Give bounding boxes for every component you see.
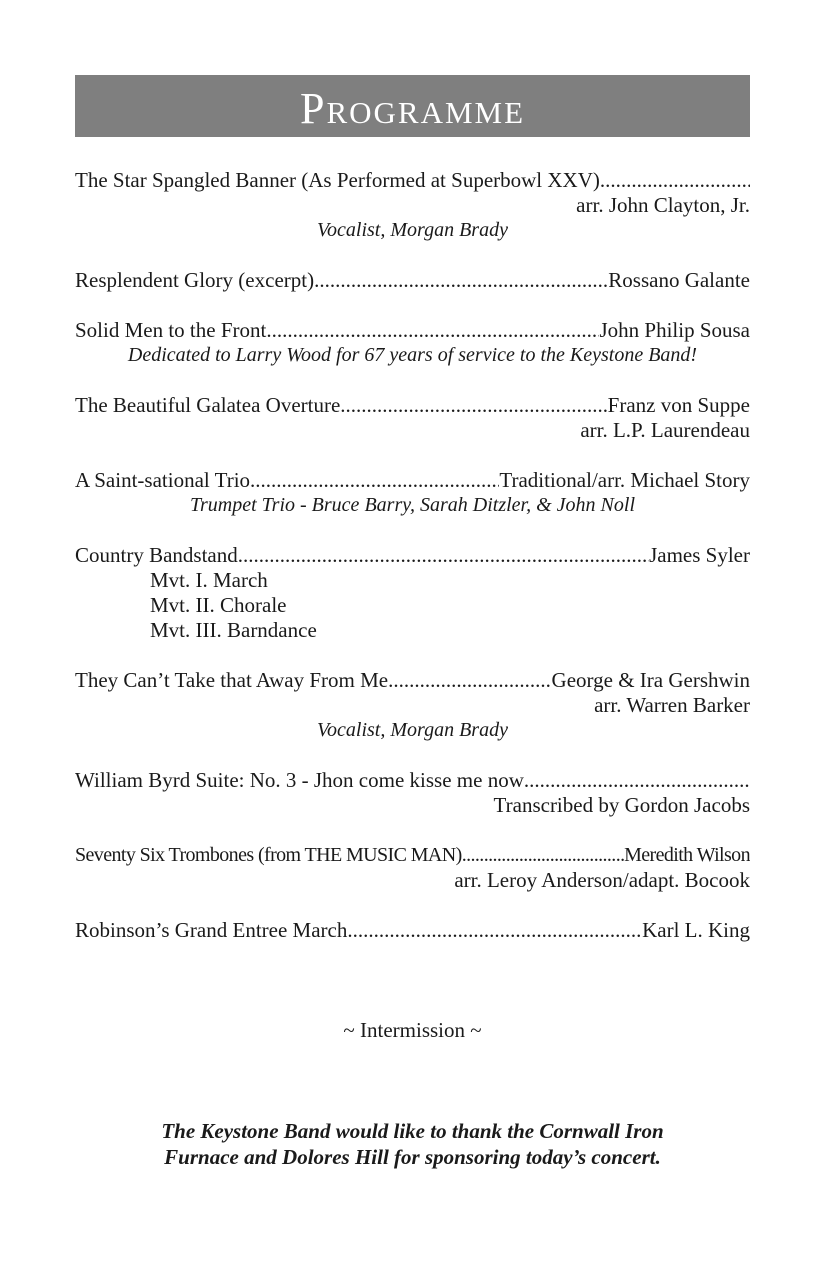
- piece-title: They Can’t Take that Away From Me: [75, 668, 389, 692]
- movement: Mvt. I. March: [150, 568, 268, 592]
- composer: Franz von Suppe: [607, 393, 750, 417]
- dedication-note: Dedicated to Larry Wood for 67 years of service to the Keystone Band!: [127, 344, 698, 366]
- program-item: [75, 843, 750, 893]
- piece-title: A Saint-sational Trio: [75, 468, 251, 492]
- dot-leader: [462, 843, 624, 868]
- composer: Karl L. King: [642, 918, 750, 942]
- programme-list: [75, 168, 750, 968]
- performer-note: Trumpet Trio - Bruce Barry, Sarah Ditzler, & John Noll: [189, 494, 636, 516]
- program-item: [75, 768, 750, 818]
- composer: John Philip Sousa: [599, 318, 750, 342]
- arranger: arr. John Clayton, Jr.: [576, 193, 750, 217]
- sponsor-thanks: [75, 1118, 750, 1170]
- arranger: arr. Leroy Anderson/adapt. Bocook: [454, 868, 750, 892]
- piece-title: The Star Spangled Banner (As Performed at Superbowl XXV): [75, 168, 600, 192]
- item-row: [75, 168, 750, 193]
- program-item: [75, 918, 750, 943]
- item-row: [75, 268, 750, 293]
- composer: Rossano Galante: [608, 268, 750, 292]
- movement: Mvt. III. Barndance: [150, 618, 317, 642]
- composer: George & Ira Gershwin: [551, 668, 750, 692]
- program-item: [75, 468, 750, 518]
- item-row: [75, 543, 750, 568]
- item-row: [75, 668, 750, 693]
- dot-leader: [238, 543, 649, 568]
- program-item: [75, 168, 750, 243]
- arranger: arr. Warren Barker: [594, 693, 750, 717]
- item-row: [75, 918, 750, 943]
- piece-title: Solid Men to the Front: [75, 318, 267, 342]
- dot-leader: [388, 668, 551, 693]
- program-item: [75, 393, 750, 443]
- piece-title: Country Bandstand: [75, 543, 238, 567]
- item-row: [75, 843, 750, 868]
- piece-title: The Beautiful Galatea Overture: [75, 393, 341, 417]
- dot-leader: [340, 393, 607, 418]
- item-row: [75, 318, 750, 343]
- intermission-label: ~ Intermission ~: [343, 1018, 482, 1042]
- item-row: [75, 768, 750, 793]
- arranger: arr. L.P. Laurendeau: [580, 418, 750, 442]
- composer: James Syler: [649, 543, 750, 567]
- program-item: [75, 318, 750, 368]
- dot-leader: [250, 468, 499, 493]
- piece-title: Resplendent Glory (excerpt): [75, 268, 315, 292]
- performer-note: Vocalist, Morgan Brady: [317, 719, 508, 741]
- item-row: [75, 468, 750, 493]
- dot-leader: [347, 918, 642, 943]
- program-item: [75, 668, 750, 743]
- thanks-line: Furnace and Dolores Hill for sponsoring today’s concert.: [164, 1145, 661, 1169]
- performer-note: Vocalist, Morgan Brady: [317, 219, 508, 241]
- page-title: Programme: [299, 83, 526, 133]
- program-item: [75, 543, 750, 643]
- dot-leader: [524, 768, 750, 793]
- item-row: [75, 393, 750, 418]
- dot-leader: [314, 268, 608, 293]
- movement: Mvt. II. Chorale: [150, 593, 287, 617]
- program-item: [75, 268, 750, 293]
- dot-leader: [600, 168, 750, 193]
- piece-title: Robinson’s Grand Entree March: [75, 918, 348, 942]
- composer: Meredith Wilson: [624, 844, 750, 866]
- thanks-line: The Keystone Band would like to thank the Cornwall Iron: [161, 1119, 664, 1143]
- programme-banner: [75, 75, 750, 137]
- piece-title: Seventy Six Trombones (from THE MUSIC MAN): [75, 844, 462, 866]
- piece-title: William Byrd Suite: No. 3 - Jhon come kisse me now: [75, 768, 524, 792]
- dot-leader: [266, 318, 599, 343]
- transcriber: Transcribed by Gordon Jacobs: [493, 793, 750, 817]
- composer: Traditional/arr. Michael Story: [499, 468, 750, 492]
